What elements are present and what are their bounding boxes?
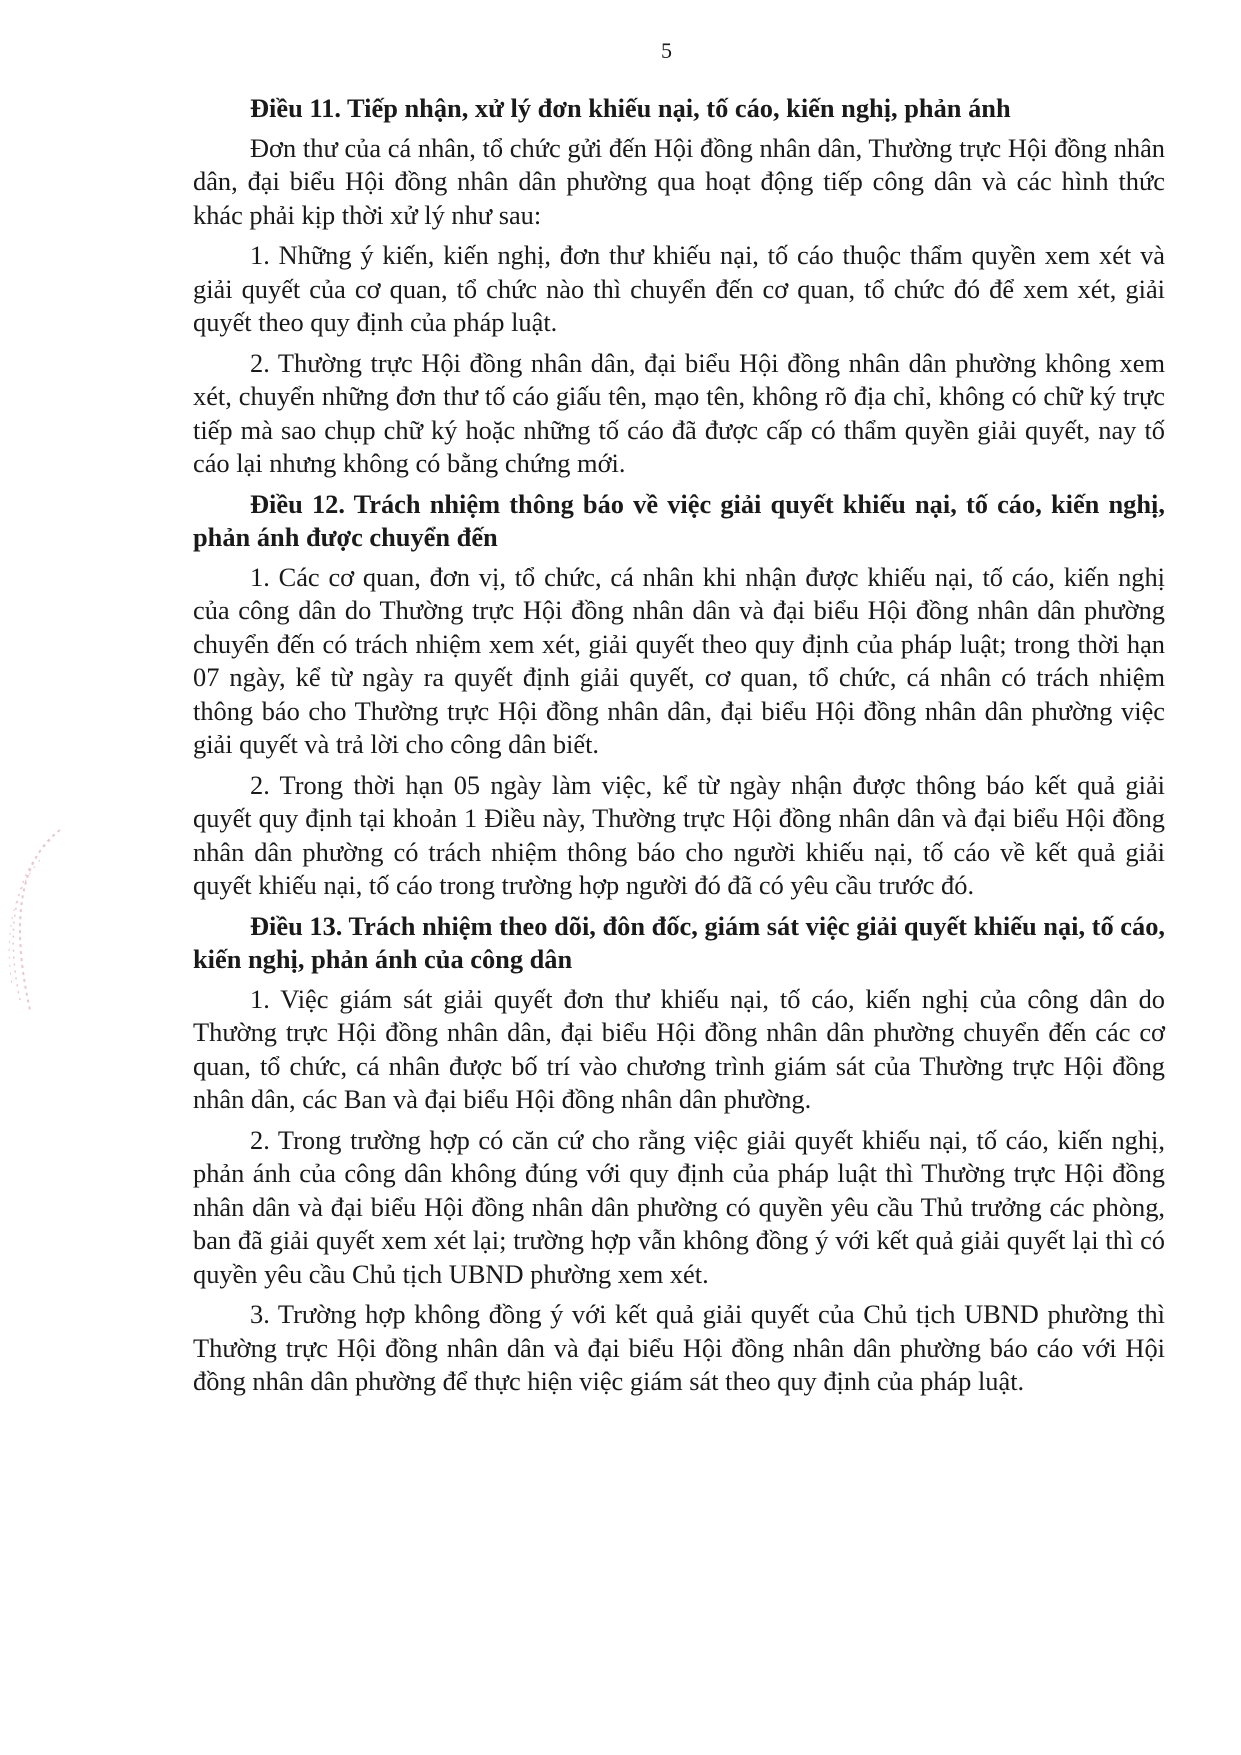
- document-body: [193, 92, 1165, 1406]
- article-11-intro: Đơn thư của cá nhân, tổ chức gửi đến Hội đồng nhân dân, Thường trực Hội đồng nhân dân, đại biểu Hội đồng nhân dân phường qua hoạt động tiếp công dân và các hình thức khác phải kịp thời xử lý như sau:: [193, 132, 1165, 230]
- article-12-clause-2: 2. Trong thời hạn 05 ngày làm việc, kể từ ngày nhận được thông báo kết quả giải quyết quy định tại khoản 1 Điều này, Thường trực Hội đồng nhân dân và đại biểu Hội đồng nhân dân phường có trách nhiệm thông báo cho người khiếu nại, tố cáo về kết quả giải quyết khiếu nại, tố cáo trong trường hợp người đó đã có yêu cầu trước đó.: [193, 769, 1165, 900]
- article-12-clause-1: 1. Các cơ quan, đơn vị, tổ chức, cá nhân khi nhận được khiếu nại, tố cáo, kiến nghị của công dân do Thường trực Hội đồng nhân dân và đại biểu Hội đồng nhân dân phường chuyển đến có trách nhiệm xem xét, giải quyết theo quy định của pháp luật; trong thời hạn 07 ngày, kể từ ngày ra quyết định giải quyết, cơ quan, tổ chức, cá nhân có trách nhiệm thông báo cho Thường trực Hội đồng nhân dân, đại biểu Hội đồng nhân dân phường việc giải quyết và trả lời cho công dân biết.: [193, 561, 1165, 759]
- article-11-heading: Điều 11. Tiếp nhận, xử lý đơn khiếu nại, tố cáo, kiến nghị, phản ánh: [250, 93, 1011, 123]
- article-11-clause-2: 2. Thường trực Hội đồng nhân dân, đại biểu Hội đồng nhân dân phường không xem xét, chuyển những đơn thư tố cáo giấu tên, mạo tên, không rõ địa chỉ, không có chữ ký trực tiếp mà sao chụp chữ ký hoặc những tố cáo đã được cấp có thẩm quyền giải quyết, nay tố cáo lại nhưng không có bằng chứng mới.: [193, 347, 1165, 478]
- article-13-clause-2: 2. Trong trường hợp có căn cứ cho rằng việc giải quyết khiếu nại, tố cáo, kiến nghị, phản ánh của công dân không đúng với quy định của pháp luật thì Thường trực Hội đồng nhân dân và đại biểu Hội đồng nhân dân phường có quyền yêu cầu Thủ trưởng các phòng, ban đã giải quyết xem xét lại; trường hợp vẫn không đồng ý với kết quả giải quyết lại thì có quyền yêu cầu Chủ tịch UBND phường xem xét.: [193, 1124, 1165, 1289]
- page-number: 5: [661, 38, 672, 63]
- article-13-clause-1: 1. Việc giám sát giải quyết đơn thư khiếu nại, tố cáo, kiến nghị của công dân do Thường trực Hội đồng nhân dân, đại biểu Hội đồng nhân dân phường chuyển đến các cơ quan, tổ chức, cá nhân được bố trí vào chương trình giám sát của Thường trực Hội đồng nhân dân, các Ban và đại biểu Hội đồng nhân dân phường.: [193, 983, 1165, 1114]
- article-13-clause-3: 3. Trường hợp không đồng ý với kết quả giải quyết của Chủ tịch UBND phường thì Thường trực Hội đồng nhân dân và đại biểu Hội đồng nhân dân phường báo cáo với Hội đồng nhân dân phường để thực hiện việc giám sát theo quy định của pháp luật.: [193, 1299, 1165, 1396]
- article-12-heading: Điều 12. Trách nhiệm thông báo về việc giải quyết khiếu nại, tố cáo, kiến nghị, phản ánh được chuyển đến: [193, 488, 1165, 552]
- article-13-heading: Điều 13. Trách nhiệm theo dõi, đôn đốc, giám sát việc giải quyết khiếu nại, tố cáo, kiến nghị, phản ánh của công dân: [193, 910, 1165, 974]
- seal-stamp-fragment: [0, 820, 70, 1020]
- article-11-clause-1: 1. Những ý kiến, kiến nghị, đơn thư khiếu nại, tố cáo thuộc thẩm quyền xem xét và giải quyết của cơ quan, tổ chức nào thì chuyển đến cơ quan, tổ chức đó để xem xét, giải quyết theo quy định của pháp luật.: [193, 240, 1165, 337]
